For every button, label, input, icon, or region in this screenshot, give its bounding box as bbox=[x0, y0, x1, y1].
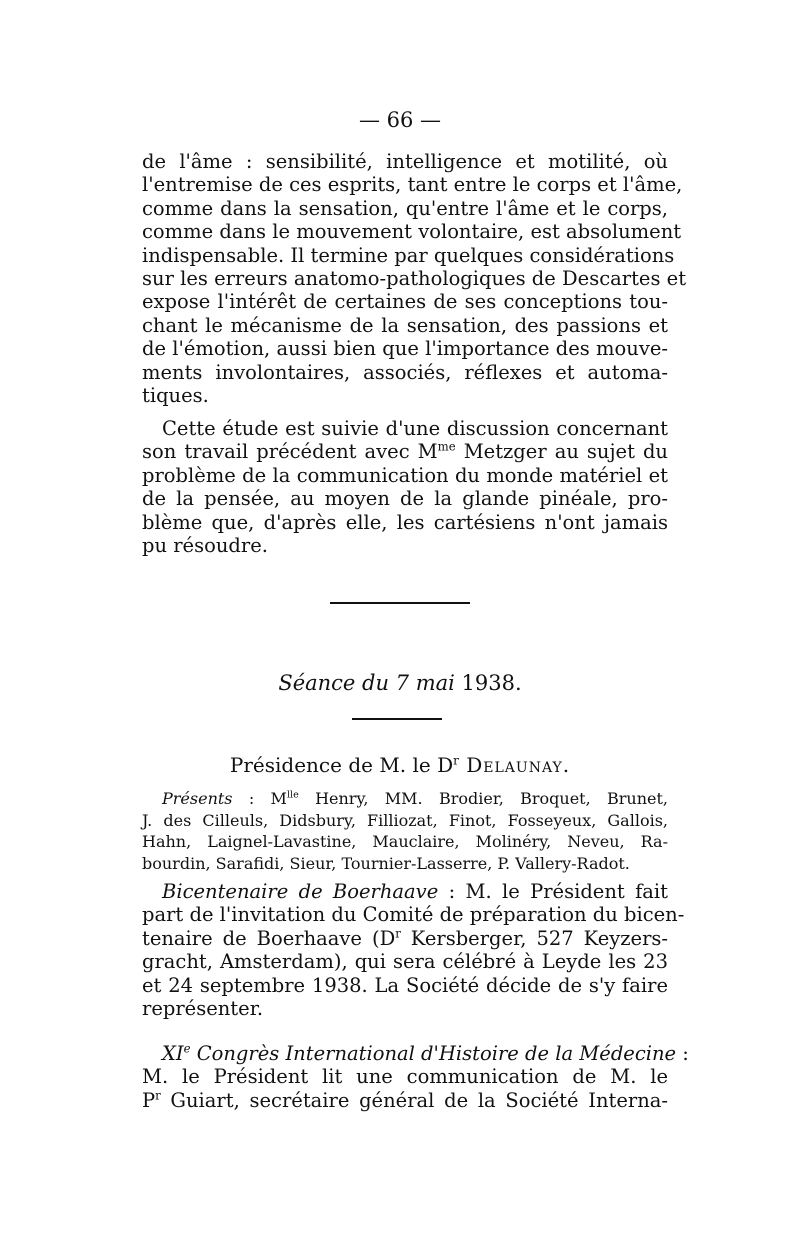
text-line: de la pensée, au moyen de la glande pinéale, pro- bbox=[142, 487, 668, 511]
page-number: — 66 — bbox=[358, 108, 442, 132]
text-line: sur les erreurs anatomo-pathologiques de Descartes et bbox=[142, 266, 687, 290]
text-line: Présents : $M^{lle}$ Henry, MM. Brodier, Broquet, Brunet, bbox=[162, 789, 668, 808]
text-line: blème que, d'après elle, les cartésiens n'ont jamais bbox=[142, 510, 668, 534]
text-line: XIe Congrès International d'Histoire de la Médecine : bbox=[162, 1041, 689, 1065]
section-divider bbox=[330, 602, 470, 604]
paragraph-bicentenaire bbox=[142, 880, 685, 1020]
text-line: tiques. bbox=[142, 383, 209, 407]
paragraph-descartes bbox=[142, 150, 687, 407]
text-line: part de l'invitation du Comité de préparation du bicen- bbox=[142, 903, 685, 927]
text-line: pu résoudre. bbox=[142, 533, 268, 557]
text-line: expose l'intérêt de certaines de ses conceptions tou- bbox=[142, 290, 668, 314]
text-line: Cette étude est suivie d'une discussion concernant bbox=[162, 417, 668, 440]
session-heading: Séance du 7 mai 1938. bbox=[278, 671, 522, 695]
text-line: problème de la communication du monde matériel et bbox=[142, 463, 668, 487]
text-line: M. le Président lit une communication de M. le bbox=[142, 1065, 668, 1089]
text-line: tenaire de Boerhaave ($D^r$ Kersberger, 527 Keyzers- bbox=[142, 926, 668, 950]
text-line: l'entremise de ces esprits, tant entre le corps et l'âme, bbox=[142, 173, 683, 197]
text-line: son travail précédent avec $M^{me}$ Metzger au sujet du bbox=[142, 439, 668, 464]
paragraph-congres bbox=[142, 1041, 689, 1112]
text-line: ments involontaires, associés, réflexes et automa- bbox=[142, 360, 668, 384]
text-line: Bicentenaire de Boerhaave : M. le Président fait bbox=[162, 880, 668, 903]
text-line: et 24 septembre 1938. La Société décide de s'y faire bbox=[142, 973, 668, 997]
text-line: J. des Cilleuls, Didsbury, Filliozat, Finot, Fosseyeux, Gallois, bbox=[142, 810, 668, 830]
text-line: comme dans la sensation, qu'entre l'âme et le corps, bbox=[142, 196, 668, 220]
attendees-list bbox=[142, 788, 668, 874]
presidence-line: Présidence de M. le $D^r$ Delaunay. bbox=[229, 753, 571, 777]
text-line: de l'âme : sensibilité, intelligence et motilité, où bbox=[142, 150, 668, 173]
text-line: chant le mécanisme de la sensation, des passions et bbox=[142, 313, 668, 337]
text-line: Hahn, Laignel-Lavastine, Mauclaire, Molinéry, Neveu, Ra- bbox=[142, 832, 668, 852]
text-line: représenter. bbox=[142, 996, 264, 1020]
paragraph-metzger bbox=[142, 417, 668, 557]
heading-underline bbox=[352, 718, 442, 720]
text-line: gracht, Amsterdam), qui sera célébré à Leyde les 23 bbox=[142, 950, 668, 974]
text-line: bourdin, Sarafidi, Sieur, Tournier-Lasserre, P. Vallery-Radot. bbox=[142, 853, 630, 873]
text-line: de l'émotion, aussi bien que l'importance des mouve- bbox=[142, 337, 668, 361]
text-line: indispensable. Il termine par quelques considérations bbox=[142, 243, 675, 267]
text-line: $P^r$ Guiart, secrétaire général de la Société Interna- bbox=[142, 1088, 668, 1112]
text-line: comme dans le mouvement volontaire, est absolument bbox=[142, 220, 682, 244]
